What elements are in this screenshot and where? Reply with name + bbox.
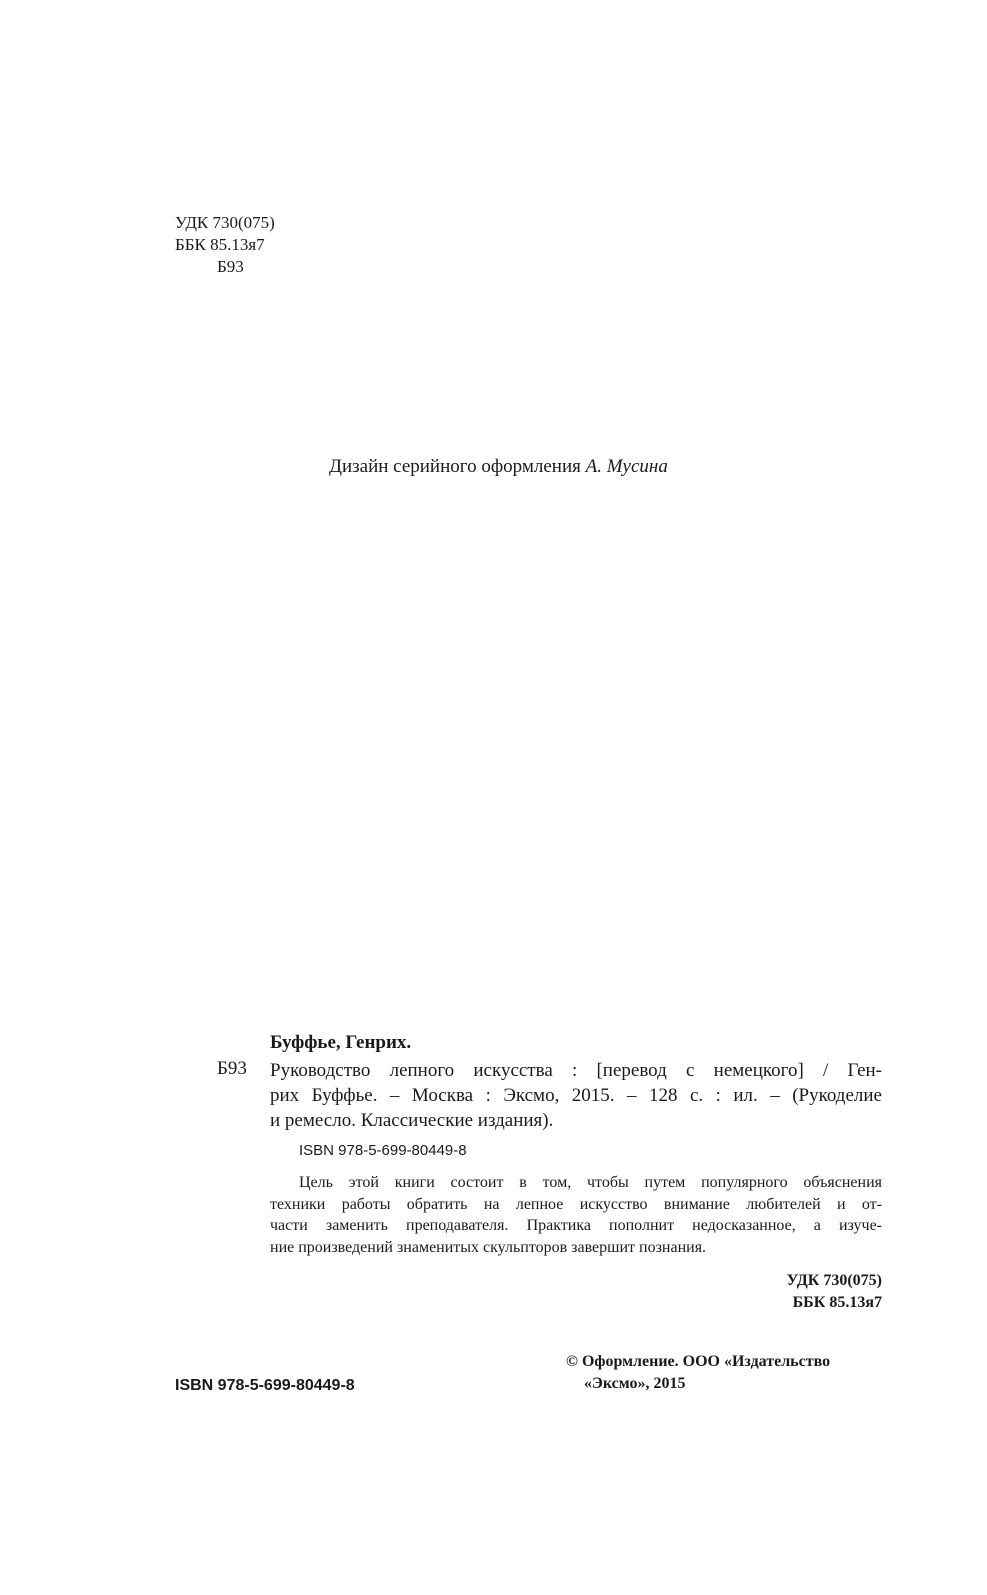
udk-code-bottom: УДК 730(075) bbox=[786, 1272, 882, 1289]
design-credit bbox=[329, 456, 668, 478]
annotation-line: Цель этой книги состоит в том, чтобы путем популярного объяснения bbox=[299, 1174, 882, 1191]
classification-block-top bbox=[175, 212, 275, 278]
bbk-code: ББК 85.13я7 bbox=[175, 235, 265, 254]
catalog-annotation bbox=[270, 1172, 882, 1258]
copyright-notice bbox=[566, 1351, 830, 1395]
designer-name: А. Мусина bbox=[585, 456, 668, 477]
classification-block-bottom bbox=[700, 1270, 882, 1314]
annotation-line: техники работы обратить на лепное искусство внимание любителей и от- bbox=[270, 1195, 882, 1213]
design-credit-label: Дизайн серийного оформления bbox=[329, 456, 586, 477]
description-line: и ремесло. Классические издания). bbox=[270, 1110, 554, 1131]
description-line: Руководство лепного искусства : [перевод с немецкого] / Ген- bbox=[270, 1060, 882, 1081]
udk-code: УДК 730(075) bbox=[175, 213, 275, 232]
copyright-line: «Эксмо», 2015 bbox=[584, 1375, 686, 1392]
bbk-code-bottom: ББК 85.13я7 bbox=[792, 1294, 882, 1311]
copyright-line: © Оформление. ООО «Издательство bbox=[566, 1353, 831, 1370]
description-line: рих Буффье. – Москва : Эксмо, 2015. – 128 с. : ил. – (Рукоделие bbox=[270, 1085, 882, 1106]
annotation-line: ние произведений знаменитых скульпторов завершит познания. bbox=[270, 1238, 707, 1256]
catalog-author: Буффье, Генрих. bbox=[270, 1032, 412, 1053]
catalog-isbn: ISBN 978-5-699-80449-8 bbox=[299, 1142, 467, 1159]
catalog-author-mark: Б93 bbox=[217, 1058, 247, 1079]
catalog-description bbox=[270, 1058, 882, 1133]
author-mark: Б93 bbox=[217, 257, 244, 276]
annotation-line: части заменить преподавателя. Практика пополнит недосказанное, а изуче- bbox=[270, 1217, 882, 1234]
footer-isbn: ISBN 978-5-699-80449-8 bbox=[175, 1377, 355, 1394]
